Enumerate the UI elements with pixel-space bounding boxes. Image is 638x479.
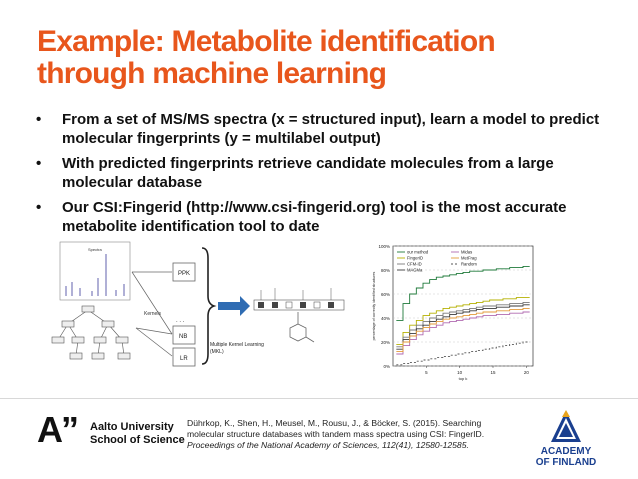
citation-line-3: Proceedings of the National Academy of Sciences, 112(41), 12580-12585. bbox=[187, 440, 469, 450]
nb-box bbox=[173, 326, 195, 344]
bullet-text: Our CSI:Fingerid (http://www.csi-fingerid.org) tool is the most accurate metabolite identification tool to date bbox=[62, 199, 567, 235]
chart-x-tick-label: 15 bbox=[490, 370, 496, 375]
chart-legend-label: MAGMa bbox=[407, 267, 423, 273]
chart-y-tick-label: 80% bbox=[380, 268, 390, 273]
bullet-item bbox=[36, 198, 626, 236]
lr-box bbox=[173, 348, 195, 366]
nb-label: NB bbox=[179, 334, 188, 340]
mkl-label-line-2: (MKL) bbox=[210, 349, 224, 355]
spectrum-plot bbox=[60, 242, 130, 300]
aalto-logo: A” bbox=[37, 409, 77, 450]
bullet-item bbox=[36, 154, 626, 192]
bullet-text: From a set of MS/MS spectra (x = structured input), learn a model to predict molecular fingerprints (y = multilabel output) bbox=[62, 111, 600, 147]
academy-of-finland-logo bbox=[526, 408, 606, 468]
chart-x-tick-label: 10 bbox=[457, 370, 463, 375]
citation-line-2: molecular structure databases with tandem mass spectra using CSI: FingerID. bbox=[187, 429, 485, 439]
bullet-dot: • bbox=[36, 111, 42, 128]
slide-title-line-2: through machine learning bbox=[37, 57, 387, 90]
spectrum-label: Spectra bbox=[88, 247, 102, 252]
chart-legend-label: Midas bbox=[461, 249, 473, 255]
lr-label: LR bbox=[180, 356, 188, 362]
fragmentation-tree bbox=[52, 306, 130, 359]
kernels-label: Kernels bbox=[144, 311, 161, 317]
aalto-line-2: School of Science bbox=[90, 434, 185, 446]
bullet-item bbox=[36, 110, 626, 148]
mkl-label-line-1: Multiple Kernel Learning bbox=[210, 342, 264, 348]
chart-legend-label: CFM-ID bbox=[407, 261, 422, 267]
bullet-dot: • bbox=[36, 155, 42, 172]
academy-emblem-icon bbox=[547, 408, 585, 446]
performance-chart bbox=[359, 240, 537, 385]
citation-line-1: Dührkop, K., Shen, H., Meusel, M., Rousu, J., & Böcker, S. (2015). Searching bbox=[187, 418, 482, 428]
slide-title-line-1: Example: Metabolite identification bbox=[37, 25, 495, 58]
aalto-line-1: Aalto University bbox=[90, 421, 174, 433]
citation bbox=[187, 418, 507, 451]
aalto-university-name bbox=[90, 421, 185, 447]
bullet-text: With predicted fingerprints retrieve candidate molecules from a large molecular database bbox=[62, 155, 554, 191]
academy-line-2: OF FINLAND bbox=[535, 457, 597, 468]
chart-legend-label: MetFrag bbox=[461, 255, 477, 261]
chart-y-axis-label: percentage of correctly identified structures bbox=[372, 271, 376, 341]
ppk-label: PPK bbox=[178, 271, 191, 277]
ppk-box bbox=[173, 263, 195, 281]
chart-y-tick-label: 40% bbox=[380, 316, 390, 321]
fingerprint-strip bbox=[254, 288, 344, 310]
molecule-sketch bbox=[290, 312, 314, 342]
chart-y-tick-label: 0% bbox=[383, 364, 390, 369]
chart-legend-label: Random bbox=[461, 261, 477, 267]
chart-legend-label: our method bbox=[407, 249, 429, 255]
chart-legend-label: FingerID bbox=[407, 255, 424, 261]
chart-y-tick-label: 20% bbox=[380, 340, 390, 345]
ellipsis: . . . bbox=[176, 318, 185, 324]
chart-x-axis-label: top k bbox=[458, 376, 468, 381]
slide-title bbox=[37, 26, 495, 90]
mkl-arrow bbox=[218, 296, 250, 316]
pipeline-figure bbox=[36, 238, 351, 370]
bullet-dot: • bbox=[36, 199, 42, 216]
chart-y-tick-label: 60% bbox=[380, 292, 390, 297]
footer-divider bbox=[0, 398, 638, 399]
chart-x-tick-label: 5 bbox=[425, 370, 428, 375]
chart-x-tick-label: 20 bbox=[523, 370, 529, 375]
academy-line-1: ACADEMY bbox=[540, 446, 592, 457]
bullet-list bbox=[36, 110, 626, 242]
chart-y-tick-label: 100% bbox=[378, 244, 390, 249]
